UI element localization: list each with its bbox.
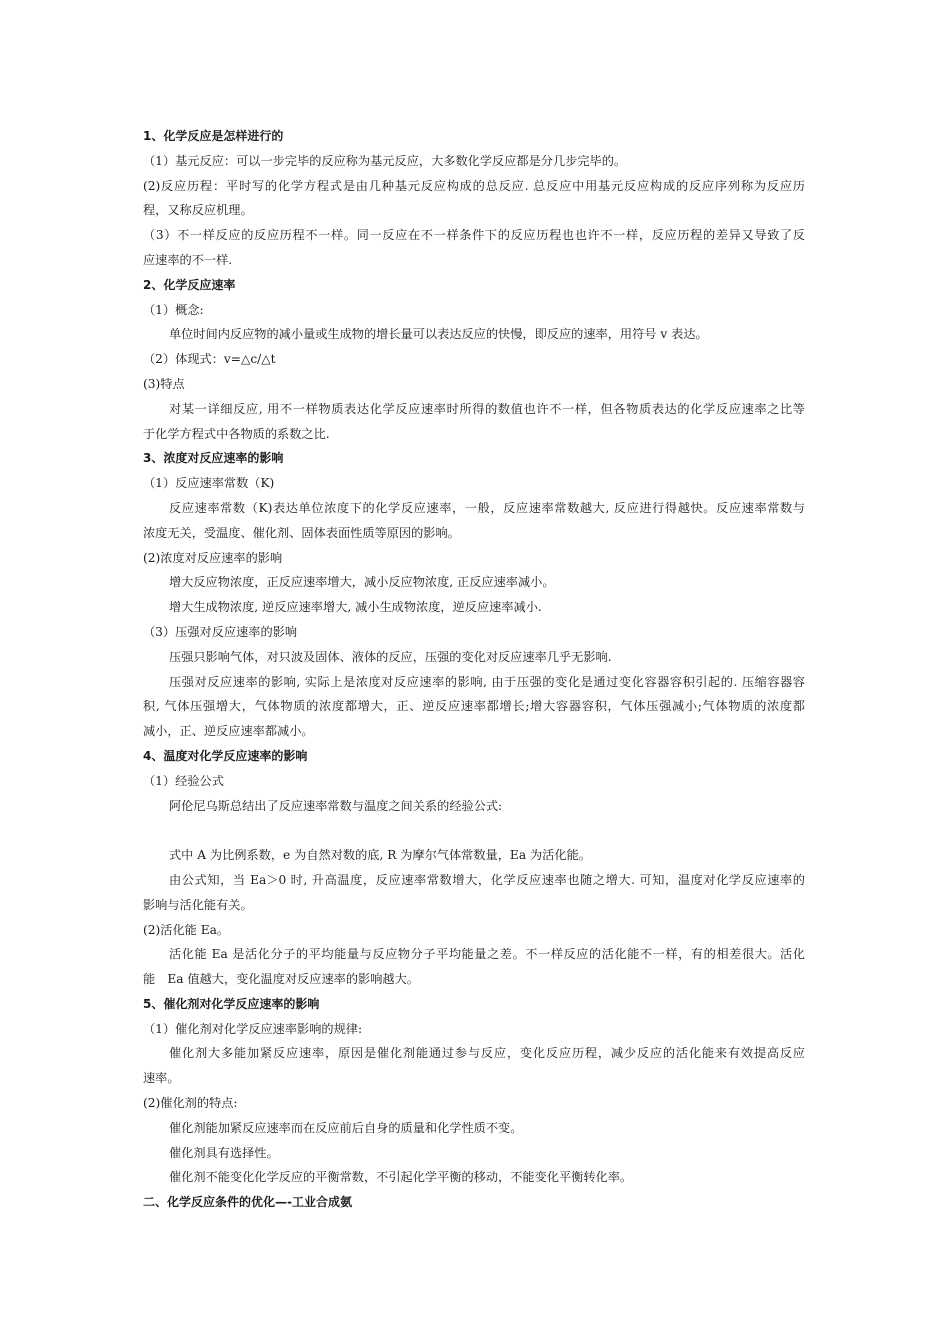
paragraph-line: 减小，正、逆反应速率都减小。 — [143, 724, 314, 739]
paragraph-line: (2)活化能 Ea。 — [143, 922, 230, 937]
paragraph-line: （1）催化剂对化学反应速率影响的规律: — [143, 1021, 363, 1036]
paragraph-line: 压强对反应速率的影响, 实际上是浓度对反应速率的影响, 由于压强的变化是通过变化容器容积引起的. 压缩容器容 — [169, 674, 805, 689]
paragraph-line: （2）体现式：v=△c/△t — [143, 352, 276, 367]
section-heading: 1、化学反应是怎样进行的 — [143, 129, 284, 143]
paragraph-line: (3)特点 — [143, 376, 185, 391]
paragraph-line: （1）概念: — [143, 302, 204, 317]
paragraph-line: 压强只影响气体，对只波及固体、液体的反应，压强的变化对反应速率几乎无影响. — [169, 649, 612, 664]
paragraph-line: （3）不一样反应的反应历程不一样。同一反应在不一样条件下的反应历程也也许不一样，反应历程的差异又导致了反 — [143, 228, 805, 243]
paragraph-line: 积, 气体压强增大，气体物质的浓度都增大，正、逆反应速率都增长;增大容器容积，气体压强减小;气体物质的浓度都 — [143, 699, 805, 714]
paragraph-line: 阿伦尼乌斯总结出了反应速率常数与温度之间关系的经验公式: — [169, 798, 503, 813]
paragraph-line: 增大生成物浓度, 逆反应速率增大, 减小生成物浓度，逆反应速率减小. — [169, 600, 542, 615]
paragraph-line: 影响与活化能有关。 — [143, 897, 253, 912]
paragraph-line: （1）反应速率常数（K) — [143, 476, 275, 491]
section-heading: 3、浓度对反应速率的影响 — [143, 451, 284, 466]
blank-line — [143, 818, 805, 843]
paragraph-line: (2)反应历程：平时写的化学方程式是由几种基元反应构成的总反应. 总反应中用基元反应构成的反应序列称为反应历 — [143, 178, 805, 193]
paragraph-line: 程，又称反应机理。 — [143, 203, 253, 218]
paragraph-line: 增大反应物浓度，正反应速率增大，减小反应物浓度, 正反应速率减小。 — [169, 575, 555, 590]
document-page — [143, 124, 805, 1215]
paragraph-line: 对某一详细反应, 用不一样物质表达化学反应速率时所得的数值也许不一样，但各物质表达的化学反应速率之比等 — [169, 401, 805, 416]
paragraph-line: (2)浓度对反应速率的影响 — [143, 550, 283, 565]
section-heading: 2、化学反应速率 — [143, 277, 236, 292]
paragraph-line: 反应速率常数（K)表达单位浓度下的化学反应速率，一般，反应速率常数越大, 反应进行得越快。反应速率常数与 — [169, 500, 805, 515]
paragraph-line: 活化能 Ea 是活化分子的平均能量与反应物分子平均能量之差。不一样反应的活化能不一样，有的相差很大。活化 — [169, 947, 805, 962]
paragraph-line: 于化学方程式中各物质的系数之比. — [143, 426, 330, 441]
paragraph-line: (2)催化剂的特点: — [143, 1096, 238, 1111]
paragraph-line: 催化剂能加紧反应速率而在反应前后自身的质量和化学性质不变。 — [169, 1120, 523, 1135]
section-heading: 4、温度对化学反应速率的影响 — [143, 748, 308, 763]
section-heading: 二、化学反应条件的优化—-工业合成氨 — [143, 1195, 352, 1210]
section-heading: 5、催化剂对化学反应速率的影响 — [143, 996, 320, 1011]
paragraph-line: 能 Ea 值越大，变化温度对反应速率的影响越大。 — [143, 972, 419, 987]
paragraph-line: 式中 A 为比例系数，e 为自然对数的底, R 为摩尔气体常数量，Ea 为活化能。 — [169, 848, 591, 863]
paragraph-line: 催化剂不能变化化学反应的平衡常数，不引起化学平衡的移动，不能变化平衡转化率。 — [169, 1170, 633, 1185]
paragraph-line: 单位时间内反应物的减小量或生成物的增长量可以表达反应的快慢，即反应的速率，用符号 v 表达。 — [169, 327, 708, 342]
paragraph-line: （1）基元反应：可以一步完毕的反应称为基元反应，大多数化学反应都是分几步完毕的。 — [143, 153, 627, 168]
paragraph-line: 催化剂具有选择性。 — [169, 1145, 279, 1160]
paragraph-line: （1）经验公式 — [143, 773, 224, 788]
paragraph-line: 速率。 — [143, 1071, 180, 1086]
paragraph-line: 催化剂大多能加紧反应速率，原因是催化剂能通过参与反应，变化反应历程，减少反应的活化能来有效提高反应 — [169, 1046, 805, 1061]
paragraph-line: （3）压强对反应速率的影响 — [143, 624, 298, 639]
paragraph-line: 由公式知，当 Ea＞0 时, 升高温度，反应速率常数增大，化学反应速率也随之增大. 可知，温度对化学反应速率的 — [169, 872, 805, 887]
paragraph-line: 应速率的不一样. — [143, 252, 233, 267]
paragraph-line: 浓度无关，受温度、催化剂、固体表面性质等原因的影响。 — [143, 525, 460, 540]
